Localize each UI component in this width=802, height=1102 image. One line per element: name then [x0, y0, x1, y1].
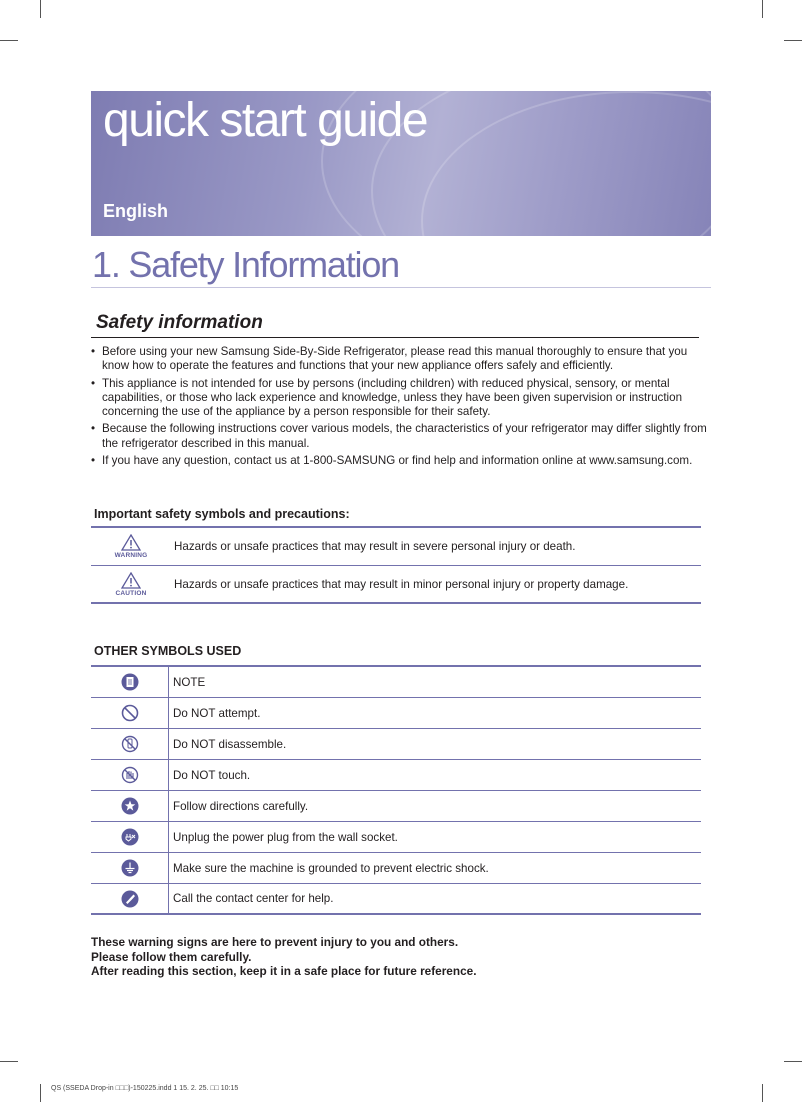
- symbol-description: Call the contact center for help.: [173, 892, 334, 905]
- note-icon: [121, 673, 139, 691]
- list-item: • Because the following instructions cover various models, the characteristics of your refrigerator may differ slightly from the refrigerator described in this manual.: [91, 422, 716, 451]
- no-disassemble-icon: [121, 735, 139, 753]
- symbol-description: Follow directions carefully.: [173, 799, 309, 813]
- prohibited-icon: [121, 704, 139, 722]
- list-item: • Before using your new Samsung Side-By-Side Refrigerator, please read this manual thoroughly to ensure that you know how to operate the features and functions that your new appliance offers safely and efficiently.: [91, 345, 716, 374]
- table-heading: OTHER SYMBOLS USED: [94, 644, 242, 658]
- unplug-icon: [121, 828, 139, 846]
- symbol-description: Make sure the machine is grounded to prevent electric shock.: [173, 861, 489, 875]
- crop-mark: [0, 40, 18, 41]
- symbol-cell: [91, 566, 171, 602]
- language-label: English: [103, 201, 169, 221]
- star-directions-icon: [121, 797, 139, 815]
- icon-cell: [91, 822, 169, 852]
- ground-icon: [121, 859, 139, 877]
- phone-icon: [121, 890, 139, 908]
- header-banner: [91, 91, 711, 236]
- warning-triangle-icon: [121, 534, 141, 551]
- closing-line: These warning signs are here to prevent injury to you and others.: [91, 935, 459, 949]
- other-symbols-table: [91, 665, 701, 915]
- symbol-description: Hazards or unsafe practices that may result in severe personal injury or death.: [174, 540, 576, 553]
- no-touch-icon: [121, 766, 139, 784]
- icon-cell: [91, 853, 169, 883]
- table-row: [91, 729, 701, 760]
- symbol-description: Hazards or unsafe practices that may result in minor personal injury or property damage.: [174, 577, 629, 591]
- divider: [91, 337, 699, 338]
- section-title: 1. Safety Information: [92, 244, 399, 285]
- symbol-label: WARNING: [114, 552, 148, 559]
- closing-note: [91, 935, 476, 979]
- crop-mark: [40, 1084, 41, 1102]
- crop-mark: [762, 0, 763, 18]
- print-slug: QS (SSEDA Drop-in □□□)-150225.indd 1 15. 2. 25. □□ 10:15: [51, 1085, 239, 1092]
- table-row: [91, 791, 701, 822]
- icon-cell: [91, 698, 169, 728]
- table-row: [91, 760, 701, 791]
- table-row: [91, 667, 701, 698]
- crop-mark: [762, 1084, 763, 1102]
- closing-line: After reading this section, keep it in a safe place for future reference.: [91, 964, 477, 979]
- icon-cell: [91, 729, 169, 759]
- safety-symbols-table: [91, 526, 701, 604]
- symbol-description: Do NOT touch.: [173, 768, 251, 782]
- divider: [91, 287, 711, 288]
- document-title: quick start guide: [103, 94, 428, 147]
- icon-cell: [91, 667, 169, 697]
- crop-mark: [0, 1061, 18, 1062]
- caution-triangle-icon: [121, 572, 141, 589]
- subsection-title: Safety information: [96, 312, 263, 333]
- symbol-description: Do NOT attempt.: [173, 706, 261, 720]
- symbol-cell: [91, 528, 171, 565]
- table-heading: Important safety symbols and precautions:: [94, 507, 350, 521]
- table-row: [91, 698, 701, 729]
- symbol-description: Do NOT disassemble.: [173, 737, 287, 751]
- list-item: • If you have any question, contact us at 1-800-SAMSUNG or find help and information online at www.samsung.com.: [91, 454, 716, 468]
- crop-mark: [40, 0, 41, 18]
- icon-cell: [91, 791, 169, 821]
- symbol-description: Unplug the power plug from the wall socket.: [173, 830, 398, 844]
- icon-cell: [91, 884, 169, 913]
- icon-cell: [91, 760, 169, 790]
- symbol-label: CAUTION: [115, 589, 147, 597]
- crop-mark: [784, 1061, 802, 1062]
- symbol-description: NOTE: [173, 675, 206, 689]
- crop-mark: [784, 40, 802, 41]
- table-row: [91, 822, 701, 853]
- table-row: [91, 528, 701, 566]
- closing-line: Please follow them carefully.: [91, 949, 252, 964]
- table-row: [91, 884, 701, 915]
- safety-bullet-list: [91, 345, 716, 471]
- table-row: [91, 853, 701, 884]
- table-row: [91, 566, 701, 604]
- list-item: • This appliance is not intended for use by persons (including children) with reduced physical, sensory, or mental capabilities, or those who lack experience and knowledge, unless they have been given supervision or instruction concerning the use of the appliance by a person responsible for their safety.: [91, 377, 716, 420]
